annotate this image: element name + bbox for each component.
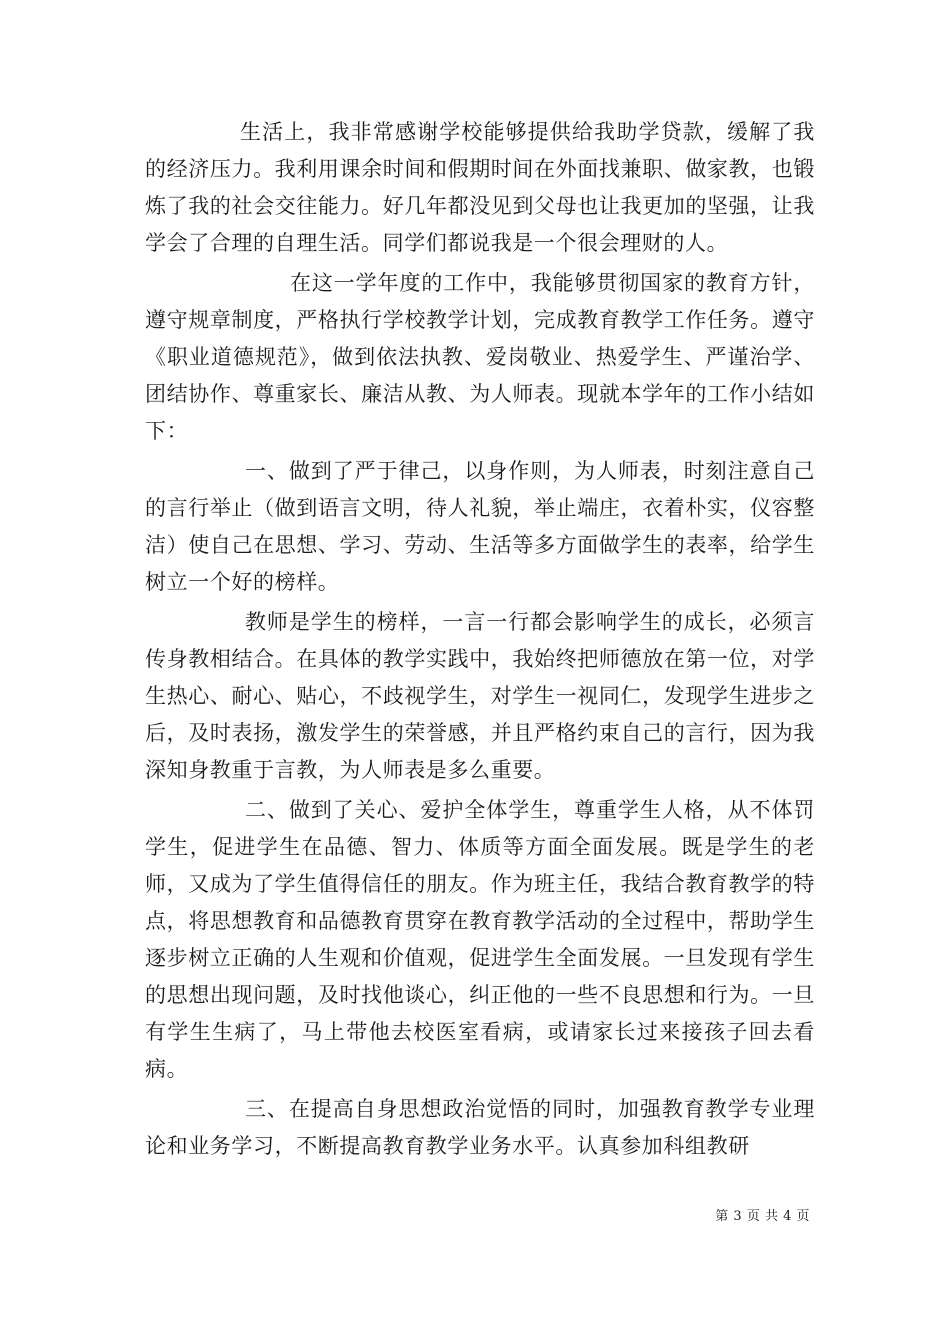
page-number-footer: 第 3 页 共 4 页 — [715, 1209, 810, 1224]
paragraph-life: 生活上，我非常感谢学校能够提供给我助学贷款，缓解了我的经济压力。我利用课余时间和假期时间在外面找兼职、做家教，也锻炼了我的社会交往能力。好几年都没见到父母也让我更加的坚强，让我学会了合理的自理生活。同学们都说我是一个很会理财的人。 — [145, 120, 815, 255]
paragraph-teacher-role-model: 教师是学生的榜样，一言一行都会影响学生的成长，必须言传身教相结合。在具体的教学实践中，我始终把师德放在第一位，对学生热心、耐心、贴心，不歧视学生，对学生一视同仁，发现学生进步之后，及时表扬，激发学生的荣誉感，并且严格约束自己的言行，因为我深知身教重于言教，为人师表是多么重要。 — [145, 610, 815, 782]
paragraph-point-two: 二、做到了关心、爱护全体学生，尊重学生人格，从不体罚学生，促进学生在品德、智力、体质等方面全面发展。既是学生的老师，又成为了学生值得信任的朋友。作为班主任，我结合教育教学的特点，将思想教育和品德教育贯穿在教育教学活动的全过程中，帮助学生逐步树立正确的人生观和价值观，促进学生全面发展。一旦发现有学生的思想出现问题，及时找他谈心，纠正他的一些不良思想和行为。一旦有学生生病了，马上带他去校医室看病，或请家长过来接孩子回去看病。 — [145, 798, 815, 1081]
paragraph-point-three: 三、在提高自身思想政治觉悟的同时，加强教育教学专业理论和业务学习，不断提高教育教学业务水平。认真参加科组教研 — [145, 1097, 815, 1158]
document-body — [145, 114, 815, 1165]
paragraph-point-one: 一、做到了严于律己，以身作则，为人师表，时刻注意自己的言行举止（做到语言文明，待人礼貌，举止端庄，衣着朴实，仪容整洁）使自己在思想、学习、劳动、生活等多方面做学生的表率，给学生树立一个好的榜样。 — [145, 459, 815, 594]
paragraph-work-intro: 在这一学年度的工作中，我能够贯彻国家的教育方针，遵守规章制度，严格执行学校教学计划，完成教育教学工作任务。遵守《职业道德规范》，做到依法执教、爱岗敬业、热爱学生、严谨治学、团结协作、尊重家长、廉洁从教、为人师表。现就本学年的工作小结如下： — [145, 271, 815, 443]
